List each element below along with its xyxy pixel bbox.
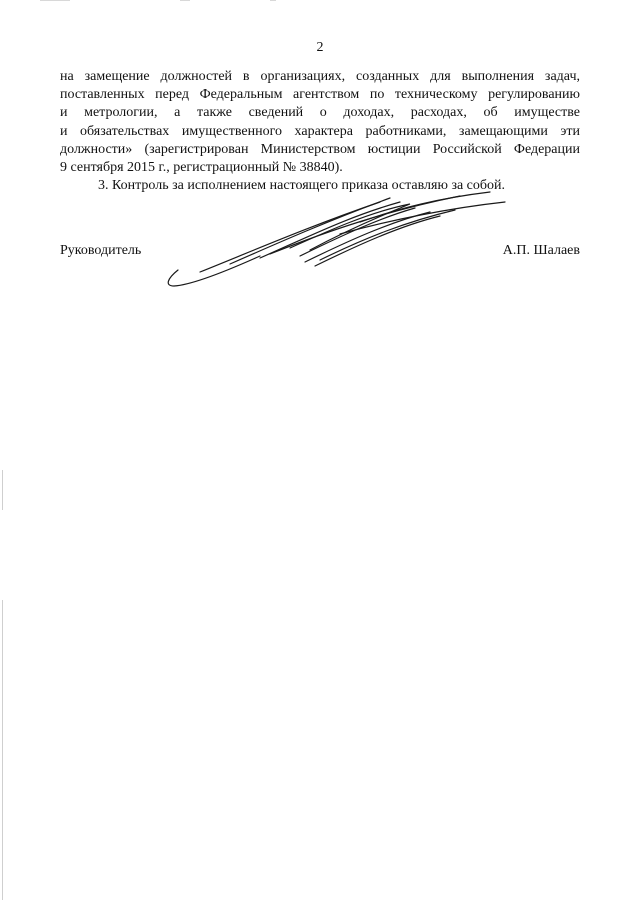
scan-artifact — [40, 0, 70, 1]
body-line: и обязательствах имущественного характера работниками, замещающими эти — [60, 123, 580, 139]
body-line: поставленных перед Федеральным агентством по техническому регулированию — [60, 87, 580, 103]
signatory-name: А.П. Шалаев — [502, 243, 580, 258]
scan-artifact — [2, 600, 3, 900]
scan-artifact — [270, 0, 276, 1]
item-3-paragraph: 3. Контроль за исполнением настоящего приказа оставляю за собой. — [98, 178, 506, 194]
document-body — [60, 68, 580, 195]
body-line: и метрологии, а также сведений о доходах, расходах, об имуществе — [60, 105, 580, 121]
scan-artifact — [180, 0, 190, 1]
page-number: 2 — [316, 40, 324, 55]
body-line: должности» (зарегистрирован Министерством юстиции Российской Федерации — [60, 141, 580, 157]
handwritten-signature — [160, 182, 520, 292]
body-line: 9 сентября 2015 г., регистрационный № 38840). — [60, 160, 343, 176]
scan-artifact — [2, 470, 3, 510]
body-line: на замещение должностей в организациях, созданных для выполнения задач, — [60, 69, 580, 84]
signatory-title: Руководитель — [60, 243, 142, 258]
